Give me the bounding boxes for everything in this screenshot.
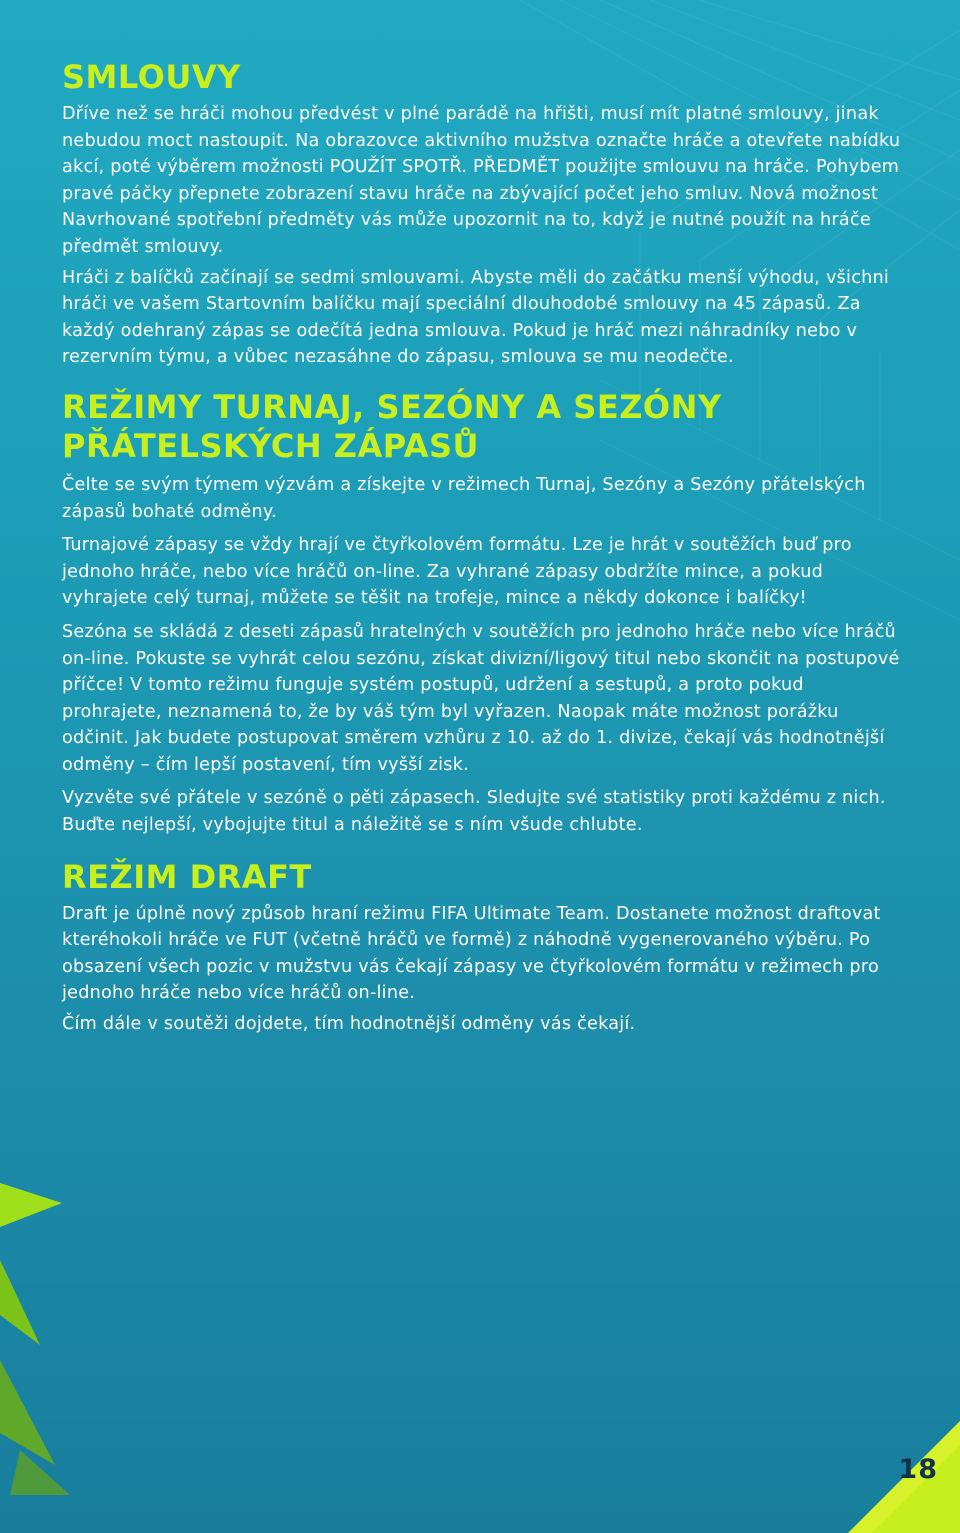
heading-rezimy-line2: PŘÁTELSKÝCH ZÁPASŮ: [62, 426, 480, 465]
section-draft: [62, 858, 907, 1038]
page-content: [62, 58, 907, 1038]
paragraph-rezimy-1: Čelte se svým týmem výzvám a získejte v režimech Turnaj, Sezóny a Sezóny přátelských zápasů bohaté odměny.: [62, 474, 866, 522]
paragraph-smlouvy-1: Dříve než se hráči mohou předvést v plné parádě na hřišti, musí mít platné smlouvy, jinak nebudou moct nastoupit. Na obrazovce aktivního mužstva označte hráče a otevřete nabídku akcí, poté výběrem možnosti POUŽÍT SPOTŘ. PŘEDMĚT použijte smlouvu na hráče. Pohybem pravé páčky přepnete zobrazení stavu hráče na zbývající počet jeho smluv. Nová možnost Navrhované spotřební předměty vás může upozornit na to, když je nutné použít na hráče předmět smlouvy.: [62, 104, 901, 257]
heading-smlouvy: SMLOUVY: [62, 58, 241, 96]
heading-rezimy: [62, 388, 907, 466]
section-rezimy: [62, 388, 907, 839]
paragraph-smlouvy-2: Hráči z balíčků začínají se sedmi smlouvami. Abyste měli do začátku menší výhodu, všichni hráči ve vašem Startovním balíčku mají speciální dlouhodobé smlouvy na 45 zápasů. Za každý odehraný zápas se odečítá jedna smlouva. Pokud je hráč mezi náhradníky nebo v rezervním týmu, a vůbec nezasáhne do zápasu, smlouva se mu neodečte.: [62, 267, 890, 368]
paragraph-rezimy-4: Vyzvěte své přátele v sezóně o pěti zápasech. Sledujte své statistiky proti každému z nich. Buďte nejlepší, vybojujte titul a náležitě se s ním všude chlubte.: [62, 788, 886, 836]
paragraph-rezimy-3: Sezóna se skládá z deseti zápasů hratelných v soutěžích pro jednoho hráče nebo více hráčů on-line. Pokuste se vyhrát celou sezónu, získat divizní/ligový titul nebo skončit na postupové příčce! V tomto režimu funguje systém postupů, udržení a sestupů, a proto pokud prohrajete, neznamená to, že by váš tým byl vyřazen. Naopak máte možnost porážku odčinit. Jak budete postupovat směrem vzhůru z 10. až do 1. divize, čekají vás hodnotnější odměny – čím lepší postavení, tím vyšší zisk.: [62, 621, 900, 775]
decorative-shards: [0, 1165, 140, 1495]
heading-rezimy-line1: REŽIMY TURNAJ, SEZÓNY A SEZÓNY: [62, 387, 722, 426]
paragraph-draft-2: Čím dále v soutěži dojdete, tím hodnotnější odměny vás čekají.: [62, 1014, 636, 1035]
paragraph-rezimy-2: Turnajové zápasy se vždy hrají ve čtyřkolovém formátu. Lze je hrát v soutěžích buď pro jednoho hráče, nebo více hráčů on-line. Za vyhrané zápasy obdržíte mince, a pokud vyhrajete celý turnaj, můžete se těšit na trofeje, mince a někdy dokonce i balíčky!: [62, 535, 852, 609]
heading-draft: REŽIM DRAFT: [62, 857, 312, 896]
page-number: 18: [898, 1454, 938, 1485]
section-smlouvy: [62, 58, 907, 371]
paragraph-draft-1: Draft je úplně nový způsob hraní režimu FIFA Ultimate Team. Dostanete možnost draftovat kteréhokoli hráče ve FUT (včetně hráčů ve formě) z náhodně vygenerovaného výběru. Po obsazení všech pozic v mužstvu vás čekají zápasy ve čtyřkolovém formátu v režimech pro jednoho hráče nebo více hráčů on-line.: [62, 903, 881, 1004]
